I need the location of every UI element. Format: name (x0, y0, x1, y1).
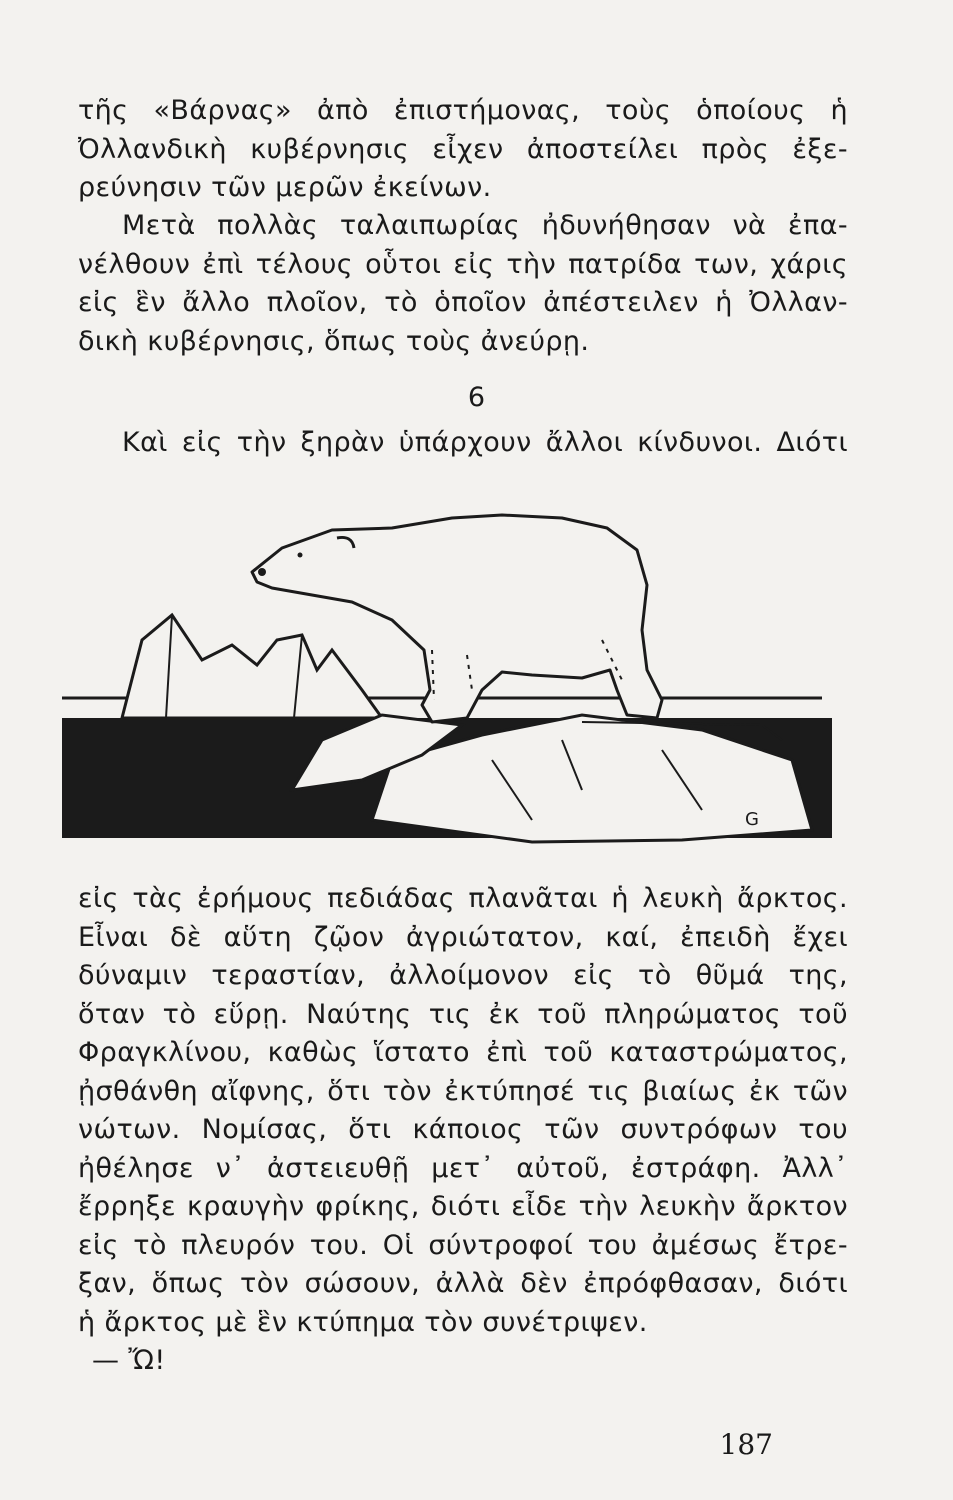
text-line: εἰς τὸ πλευρόν του. Οἱ σύντροφοί του ἀμέσως ἔτρε- (78, 1229, 848, 1261)
text-line: Ὀλλανδικὴ κυβέρνησις εἶχεν ἀποστείλει πρὸς ἐξε- (78, 133, 848, 165)
text-line: Μετὰ πολλὰς ταλαιπωρίας ἠδυνήθησαν νὰ ἐπα- (122, 210, 848, 241)
text-line: Φραγκλίνου, καθὼς ἵστατο ἐπὶ τοῦ καταστρώματος, (78, 1037, 848, 1068)
polar-bear-illustration (62, 490, 832, 860)
text-line: δικὴ κυβέρνησις, ὅπως τοὺς ἀνεύρῃ. (78, 325, 590, 357)
text-line: ἠθέλησε ν᾿ ἀστειευθῇ μετ᾿ αὐτοῦ, ἐστράφη. Ἀλλ᾿ (78, 1152, 848, 1184)
text-line: ὅταν τὸ εὕρῃ. Ναύτης τις ἐκ τοῦ πληρώματος τοῦ (78, 998, 848, 1030)
text-line: εἰς τὰς ἐρήμους πεδιάδας πλανᾶται ἡ λευκὴ ἄρκτος. (78, 883, 848, 914)
section-number: 6 (467, 382, 486, 413)
artist-monogram: G (745, 809, 759, 830)
text-line: ρεύνησιν τῶν μερῶν ἐκείνων. (78, 172, 492, 203)
text-line: δύναμιν τεραστίαν, ἀλλοίμονον εἰς τὸ θῦμά της, (78, 960, 848, 991)
text-line: ξαν, ὅπως τὸν σώσουν, ἀλλὰ δὲν ἐπρόφθασαν, διότι (78, 1268, 848, 1299)
text-line: ἔρρηξε κραυγὴν φρίκης, διότι εἶδε τὴν λευκὴν ἄρκτον (78, 1191, 848, 1222)
paragraph-polar-bear (78, 880, 848, 1381)
text-line: ἡ ἄρκτος μὲ ἓν κτύπημα τὸν συνέτριψεν. (78, 1306, 648, 1338)
page-number: 187 (719, 1428, 773, 1461)
text-line: νέλθουν ἐπὶ τέλους οὗτοι εἰς τὴν πατρίδα των, χάρις (78, 248, 848, 280)
paragraph-return (78, 207, 848, 361)
paragraph-continued (78, 92, 848, 208)
exclamation-line: — Ὤ! (92, 1345, 166, 1376)
text-line: εἰς ἓν ἄλλο πλοῖον, τὸ ὁποῖον ἀπέστειλεν ἡ Ὀλλαν- (78, 287, 848, 318)
text-line: τῆς «Βάρνας» ἀπὸ ἐπιστήμονας, τοὺς ὁποίους ἡ (78, 95, 848, 126)
text-line: Εἶναι δὲ αὕτη ζῷον ἀγριώτατον, καί, ἐπειδὴ ἔχει (78, 921, 848, 953)
text-line: ᾐσθάνθη αἴφνης, ὅτι τὸν ἐκτύπησέ τις βιαίως ἐκ τῶν (78, 1075, 848, 1107)
paragraph-land-dangers (78, 424, 848, 463)
text-line: Καὶ εἰς τὴν ξηρὰν ὑπάρχουν ἄλλοι κίνδυνοι. Διότι (122, 427, 848, 458)
text-line: νώτων. Νομίσας, ὅτι κάποιος τῶν συντρόφων του (78, 1114, 848, 1145)
